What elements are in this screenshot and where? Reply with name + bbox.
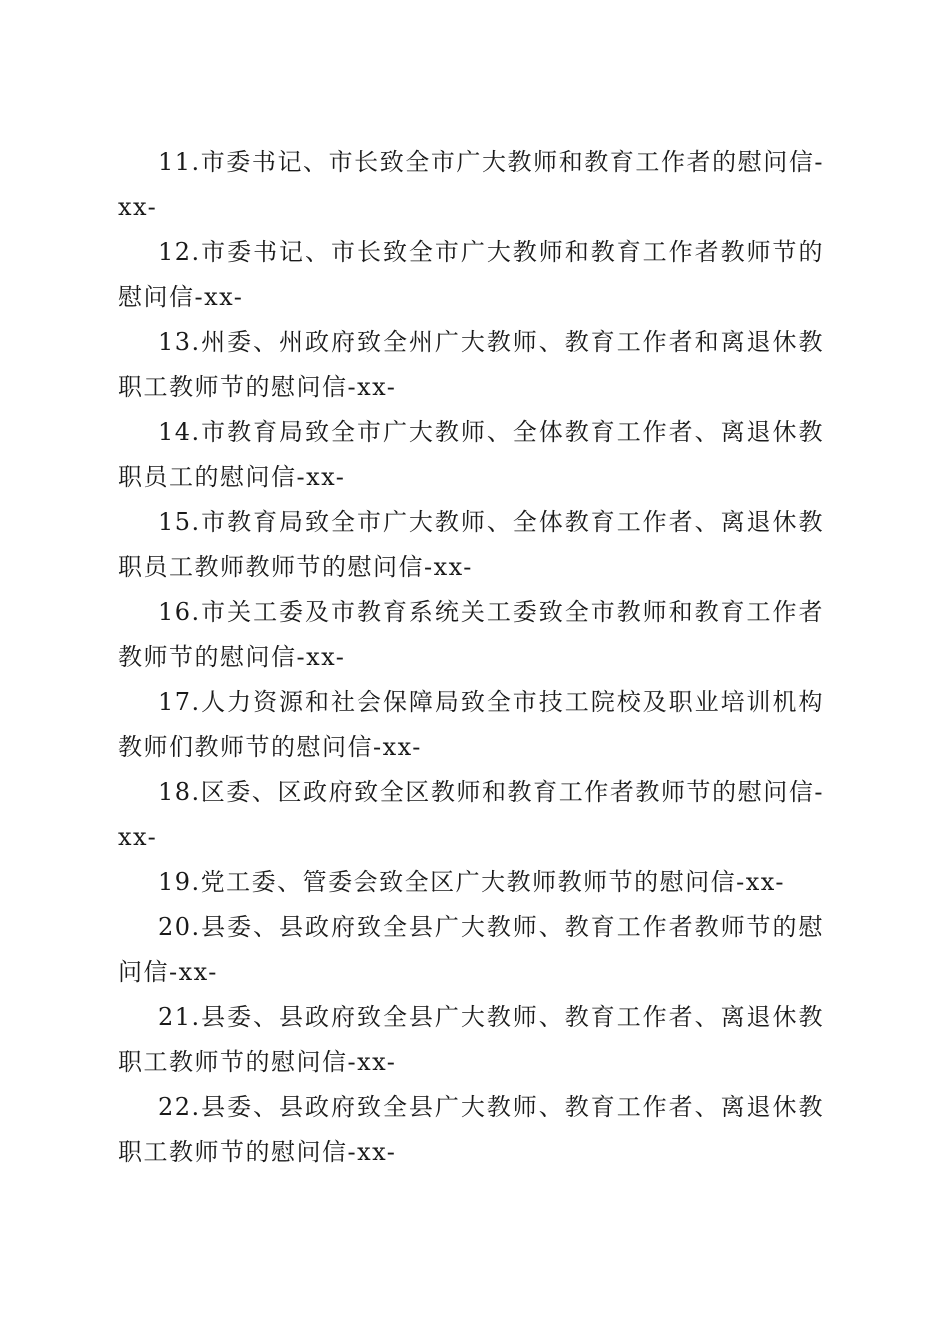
list-item: 17.人力资源和社会保障局致全市技工院校及职业培训机构教师们教师节的慰问信-xx- [118,688,824,761]
list-item: 12.市委书记、市长致全市广大教师和教育工作者教师节的慰问信-xx- [118,238,824,311]
list-item: 15.市教育局致全市广大教师、全体教育工作者、离退休教职员工教师教师节的慰问信-xx- [118,508,824,581]
list-item: 22.县委、县政府致全县广大教师、教育工作者、离退休教职工教师节的慰问信-xx- [118,1093,824,1166]
list-item: 21.县委、县政府致全县广大教师、教育工作者、离退休教职工教师节的慰问信-xx- [118,1003,824,1076]
list-item: 18.区委、区政府致全区教师和教育工作者教师节的慰问信-xx- [118,778,824,851]
list-item: 19.党工委、管委会致全区广大教师教师节的慰问信-xx- [158,868,786,896]
list-item: 14.市教育局致全市广大教师、全体教育工作者、离退休教职员工的慰问信-xx- [118,418,824,491]
list-item: 11.市委书记、市长致全市广大教师和教育工作者的慰问信-xx- [118,148,824,221]
list-item: 20.县委、县政府致全县广大教师、教育工作者教师节的慰问信-xx- [118,913,824,986]
list-item: 13.州委、州政府致全州广大教师、教育工作者和离退休教职工教师节的慰问信-xx- [118,328,824,401]
letter-list [118,140,824,1175]
list-item: 16.市关工委及市教育系统关工委致全市教师和教育工作者教师节的慰问信-xx- [118,598,824,671]
